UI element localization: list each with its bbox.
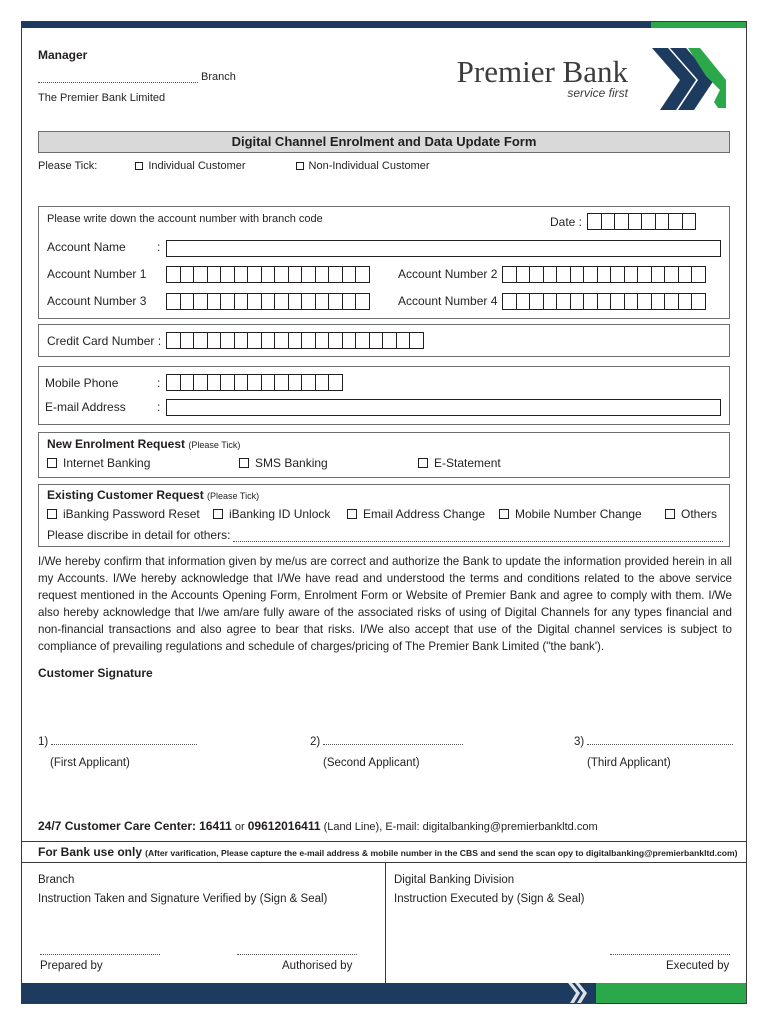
colon: : [157, 400, 161, 414]
ibanking-id-unlock-option[interactable] [213, 507, 330, 521]
option-label: Non-Individual Customer [308, 160, 430, 172]
checkbox[interactable] [213, 509, 223, 519]
branch-label: Branch [201, 71, 236, 83]
describe-others-row [47, 528, 723, 542]
declaration-text: I/We hereby confirm that information given by me/us are correct and authorize the Bank to update the information provided herein in all my Accounts. I/We hereby acknowledge that I/We have read and understood the terms and conditions related to the above service request mentioned in the Accounts Opening Form, Enrolment Form or Website of Premier Bank and agree to comply with them. I/We also hereby acknowledge that I/we am/are fully aware of the associated risks of using of Digital Channels for any types financial and non-financial transactions and also agree to bear that risks. I/We also accept that use of the Digital channel services is subject to compliance of prevailing regulations and schedule of charges/pricing of The Premier Bank Limited ("the bank'). [38, 555, 732, 653]
premier-bank-logo [438, 46, 728, 112]
account-number-2-cells[interactable] [502, 266, 705, 283]
credit-card-label: Credit Card Number : [47, 334, 162, 348]
option-label: SMS Banking [255, 456, 328, 470]
please-tick-label: Please Tick: [38, 160, 98, 172]
signature-line[interactable] [51, 736, 197, 745]
option-label: Email Address Change [363, 507, 486, 521]
colon: : [157, 240, 161, 254]
first-applicant-label: (First Applicant) [50, 757, 130, 769]
care-number-short: 16411 [199, 819, 232, 833]
care-or: or [234, 821, 245, 833]
prepared-by-line[interactable] [40, 946, 160, 955]
bank-use-divider [385, 863, 386, 983]
new-enrolment-title [47, 437, 240, 451]
colon: : [157, 376, 161, 390]
executed-by-label: Executed by [666, 960, 730, 972]
first-applicant-signature[interactable] [38, 736, 197, 748]
credit-card-section [38, 324, 730, 357]
mobile-phone-cells[interactable] [166, 374, 342, 391]
account-number-2-label: Account Number 2 [398, 267, 498, 281]
customer-care-info [38, 819, 598, 833]
address-block [38, 48, 236, 104]
new-enrolment-section [38, 432, 730, 478]
checkbox[interactable] [135, 162, 143, 170]
option-label: Individual Customer [148, 160, 246, 172]
signature-number: 2) [310, 736, 321, 748]
option-label: Internet Banking [63, 456, 151, 470]
authorised-by-line[interactable] [237, 946, 357, 955]
second-applicant-label: (Second Applicant) [323, 757, 420, 769]
others-option[interactable] [665, 507, 717, 521]
internet-banking-option[interactable] [47, 456, 150, 470]
e-statement-option[interactable] [418, 456, 501, 470]
logo-stripes-icon [648, 46, 728, 112]
existing-request-heading: Existing Customer Request [47, 488, 204, 502]
checkbox[interactable] [47, 458, 57, 468]
customer-signature-title: Customer Signature [38, 666, 153, 680]
bank-use-title: For Bank use only [38, 845, 143, 859]
credit-card-cells[interactable] [166, 332, 423, 349]
bank-use-header [22, 841, 747, 863]
mobile-phone-label: Mobile Phone [45, 376, 119, 390]
option-label: iBanking ID Unlock [229, 507, 331, 521]
please-tick-hint: (Please Tick) [207, 491, 260, 501]
checkbox[interactable] [347, 509, 357, 519]
account-number-4-cells[interactable] [502, 293, 705, 310]
digital-division-title: Digital Banking Division [394, 874, 515, 886]
checkbox[interactable] [665, 509, 675, 519]
second-applicant-signature[interactable] [310, 736, 463, 748]
prepared-by-label: Prepared by [40, 960, 103, 972]
care-center-label: 24/7 Customer Care Center: [38, 819, 197, 833]
authorised-by-label: Authorised by [282, 960, 353, 972]
bottom-green-bar [596, 983, 746, 1003]
third-applicant-label: (Third Applicant) [587, 757, 671, 769]
form-page [21, 21, 747, 1004]
new-enrolment-heading: New Enrolment Request [47, 437, 186, 451]
sms-banking-option[interactable] [239, 456, 328, 470]
non-individual-customer-option[interactable] [296, 160, 430, 172]
account-instruction: Please write down the account number with branch code [47, 213, 323, 225]
checkbox[interactable] [418, 458, 428, 468]
option-label: iBanking Password Reset [63, 507, 200, 521]
option-label: E-Statement [434, 456, 501, 470]
account-number-3-label: Account Number 3 [47, 294, 147, 308]
instruction-taken-label: Instruction Taken and Signature Verified by (Sign & Seal) [38, 893, 328, 905]
account-name-label: Account Name [47, 240, 126, 254]
branch-blank[interactable] [38, 74, 198, 83]
branch-cell-title: Branch [38, 874, 75, 886]
top-green-bar [651, 22, 746, 28]
account-number-4-label: Account Number 4 [398, 294, 498, 308]
account-number-1-cells[interactable] [166, 266, 369, 283]
ibanking-password-reset-option[interactable] [47, 507, 200, 521]
top-navy-bar [22, 22, 747, 28]
date-cells[interactable] [587, 213, 695, 230]
signature-line[interactable] [587, 736, 733, 745]
checkbox[interactable] [47, 509, 57, 519]
instruction-executed-label: Instruction Executed by (Sign & Seal) [394, 893, 585, 905]
signature-number: 1) [38, 736, 49, 748]
email-address-input[interactable] [166, 399, 721, 416]
account-number-1-label: Account Number 1 [47, 267, 147, 281]
checkbox[interactable] [296, 162, 304, 170]
logo-tagline: service first [567, 86, 628, 100]
mobile-number-change-option[interactable] [499, 507, 642, 521]
account-number-3-cells[interactable] [166, 293, 369, 310]
signature-number: 3) [574, 736, 585, 748]
manager-label: Manager [38, 48, 88, 62]
form-title: Digital Channel Enrolment and Data Update Form [38, 131, 730, 153]
existing-request-section [38, 484, 730, 547]
existing-request-title [47, 488, 259, 502]
care-email: (Land Line), E-mail: digitalbanking@premierbankltd.com [323, 821, 598, 833]
bank-name: The Premier Bank Limited [38, 92, 166, 104]
date-label: Date : [550, 215, 583, 229]
checkbox[interactable] [239, 458, 249, 468]
branch-line [38, 71, 236, 83]
checkbox[interactable] [499, 509, 509, 519]
please-tick-hint: (Please Tick) [188, 440, 241, 450]
footer-stripes-icon [566, 983, 592, 1003]
individual-customer-option[interactable] [135, 160, 245, 172]
option-label: Mobile Number Change [515, 507, 642, 521]
customer-type-row [38, 160, 430, 172]
contact-section [38, 366, 730, 425]
logo-name: Premier Bank [456, 54, 628, 89]
email-address-change-option[interactable] [347, 507, 485, 521]
account-section [38, 206, 730, 319]
third-applicant-signature[interactable] [574, 736, 733, 748]
account-name-input[interactable] [166, 240, 721, 257]
option-label: Others [681, 507, 718, 521]
describe-others-field[interactable] [233, 533, 723, 542]
care-number-landline: 09612016411 [247, 819, 321, 833]
describe-others-label: Please discribe in detail for others: [47, 528, 231, 542]
email-address-label: E-mail Address [45, 400, 126, 414]
bank-use-note: (After varification, Please capture the e-mail address & mobile number in the CBS and send the scan opy to digitalbanking@premierbankltd.com) [145, 848, 738, 858]
executed-by-line[interactable] [610, 946, 730, 955]
signature-line[interactable] [323, 736, 463, 745]
